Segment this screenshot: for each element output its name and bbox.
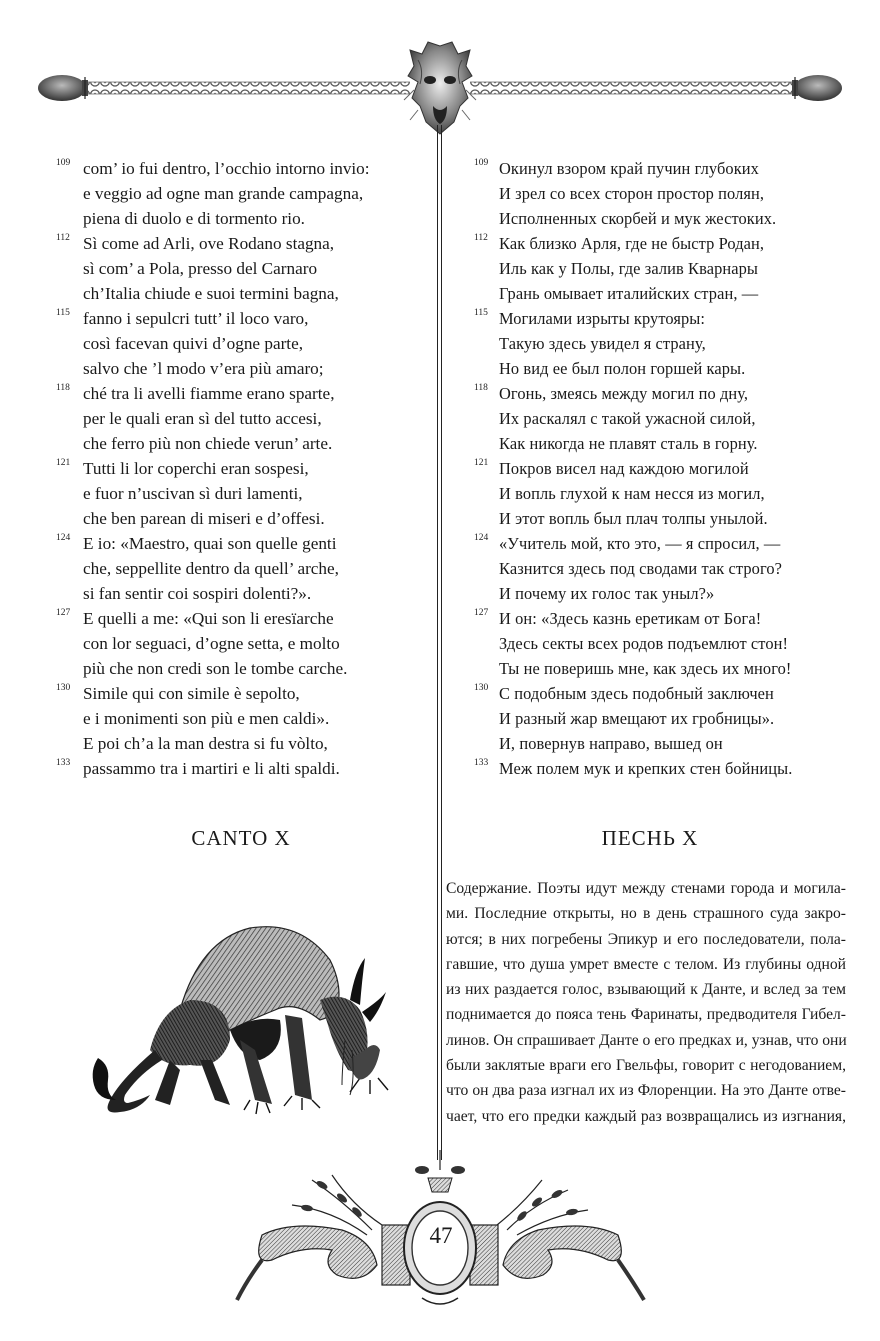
verse-text: «Учитель мой, кто это, — я спросил, — <box>499 534 781 553</box>
line-number: 115 <box>56 308 70 318</box>
verse-line <box>56 481 426 506</box>
line-number: 124 <box>474 533 489 543</box>
verse-line <box>474 681 854 706</box>
verse-line <box>56 581 426 606</box>
verse-text: Здесь секты всех родов подъемлют стон! <box>499 634 789 653</box>
verse-text: che, seppellite dentro da quell’ arche, <box>83 559 339 578</box>
verse-text: e veggio ad ogne man grande campagna, <box>83 184 364 203</box>
verse-line <box>474 581 854 606</box>
verse-line <box>474 256 854 281</box>
verse-line <box>56 506 426 531</box>
verse-text: che ferro più non chiede verun’ arte. <box>83 434 333 453</box>
verse-text: per le quali eran sì del tutto accesi, <box>83 409 322 428</box>
verse-text: Их раскалял с такой ужасной силой, <box>499 409 756 428</box>
summary-line: гавшие, что душа умрет вместе с телом. Из глубины одной <box>446 955 846 973</box>
line-number: 133 <box>474 758 489 768</box>
line-number: 109 <box>56 158 71 168</box>
verse-line <box>474 556 854 581</box>
horned-demon-beast-icon <box>80 900 410 1120</box>
satyr-mask-icon <box>404 42 476 134</box>
line-number: 127 <box>474 608 489 618</box>
verse-text: sì com’ a Pola, presso del Carnaro <box>83 259 318 278</box>
verse-line <box>56 281 426 306</box>
line-number: 130 <box>474 683 489 693</box>
verse-line <box>474 606 854 631</box>
line-number: 133 <box>56 758 71 768</box>
verse-line <box>474 456 854 481</box>
verse-line <box>56 331 426 356</box>
verse-text: И почему их голос так уныл?» <box>499 584 715 603</box>
verse-line <box>474 231 854 256</box>
line-number: 109 <box>474 158 489 168</box>
verse-line <box>56 756 426 781</box>
verse-line <box>474 631 854 656</box>
summary-line: что он два раза изгнал их из Флоренции. На это Данте отве- <box>446 1082 846 1100</box>
verse-line <box>474 306 854 331</box>
verse-line <box>56 681 426 706</box>
verse-line <box>56 631 426 656</box>
verse-text: Меж полем мук и крепких стен бойницы. <box>499 759 793 778</box>
verse-line <box>474 506 854 531</box>
verse-text: salvo che ’l modo v’era più amaro; <box>83 359 324 378</box>
finial-right-icon <box>792 75 842 101</box>
summary-line: Содержание. Поэты идут между стенами города и могила- <box>446 880 846 897</box>
verse-line <box>474 331 854 356</box>
verse-text: Ты не поверишь мне, как здесь их много! <box>499 659 792 678</box>
verse-line <box>474 206 854 231</box>
line-number: 112 <box>474 233 488 243</box>
russian-verses <box>474 156 854 781</box>
verse-text: Окинул взором край пучин глубоких <box>499 159 759 178</box>
verse-text: И вопль глухой к нам несся из могил, <box>499 484 765 503</box>
verse-text: ché tra li avelli fiamme erano sparte, <box>83 384 335 403</box>
verse-line <box>56 206 426 231</box>
line-number: 121 <box>56 458 71 468</box>
verse-line <box>56 431 426 456</box>
line-number: 118 <box>474 383 488 393</box>
bead-rod-left <box>88 82 410 94</box>
summary-line: чает, что его предки каждый раз возвращались из изгнания, <box>446 1107 846 1125</box>
italian-verses <box>56 156 426 781</box>
summary-line: линов. Он спрашивает Данте о его предках и, узнав, что они <box>446 1031 847 1049</box>
verse-line <box>474 756 854 781</box>
verse-text: Такую здесь увидел я страну, <box>499 334 706 353</box>
summary-line: поднимается до пояса тень Фаринаты, предводителя Гибел- <box>446 1006 846 1024</box>
summary-line: ми. Последние открыты, но в день страшного суда закро- <box>446 905 846 923</box>
verse-line <box>56 656 426 681</box>
verse-line <box>474 356 854 381</box>
verse-line <box>56 381 426 406</box>
column-divider <box>437 125 442 1160</box>
verse-text: И зрел со всех сторон простор полян, <box>499 184 765 203</box>
verse-text: con lor seguaci, d’ogne setta, e molto <box>83 634 340 653</box>
verse-line <box>56 156 426 181</box>
verse-text: passammo tra i martiri e li alti spaldi. <box>83 759 340 778</box>
verse-text: e fuor n’uscivan sì duri lamenti, <box>83 484 303 503</box>
verse-line <box>56 531 426 556</box>
verse-line <box>56 456 426 481</box>
verse-line <box>474 181 854 206</box>
verse-line <box>56 406 426 431</box>
verse-text: Simile qui con simile è sepolto, <box>83 684 300 703</box>
line-number: 127 <box>56 608 71 618</box>
line-number: 112 <box>56 233 70 243</box>
verse-text: E quelli a me: «Qui son li eresïarche <box>83 609 334 628</box>
verse-line <box>56 256 426 281</box>
line-number: 130 <box>56 683 71 693</box>
verse-line <box>474 656 854 681</box>
verse-text: che ben parean di miseri e d’offesi. <box>83 509 325 528</box>
verse-text: Sì come ad Arli, ove Rodano stagna, <box>83 234 335 253</box>
verse-text: com’ io fui dentro, l’occhio intorno invio: <box>83 159 370 178</box>
verse-text: piena di duolo e di tormento rio. <box>83 209 305 228</box>
verse-line <box>56 606 426 631</box>
verse-text: И этот вопль был плач толпы унылой. <box>499 509 768 528</box>
verse-text: ch’Italia chiude e suoi termini bagna, <box>83 284 339 303</box>
canto-summary <box>446 876 846 1129</box>
verse-text: E io: «Maestro, quai son quelle genti <box>83 534 337 553</box>
verse-text: Грань омывает италийских стран, — <box>499 284 759 303</box>
summary-line: ются; в них погребены Эпикур и его последователи, пола- <box>446 930 846 948</box>
canto-title-italian: CANTO X <box>191 826 291 850</box>
verse-text: Tutti li lor coperchi eran sospesi, <box>83 459 309 478</box>
verse-line <box>474 281 854 306</box>
verse-text: si fan sentir coi sospiri dolenti?». <box>83 584 312 603</box>
verse-text: И разный жар вмещают их гробницы». <box>499 709 775 728</box>
verse-line <box>56 181 426 206</box>
verse-text: С подобным здесь подобный заключен <box>499 684 774 703</box>
verse-text: И, повернув направо, вышед он <box>499 734 723 753</box>
verse-line <box>474 731 854 756</box>
canto-title-russian: ПЕСНЬ X <box>601 826 699 850</box>
verse-line <box>56 556 426 581</box>
verse-text: così facevan quivi d’ogne parte, <box>83 334 304 353</box>
line-number: 124 <box>56 533 71 543</box>
line-number: 118 <box>56 383 70 393</box>
verse-text: Огонь, змеясь между могил по дну, <box>499 384 749 403</box>
verse-line <box>56 731 426 756</box>
verse-text: Как близко Арля, где не быстр Родан, <box>499 234 765 253</box>
line-number: 115 <box>474 308 488 318</box>
verse-text: И он: «Здесь казнь еретикам от Бога! <box>499 609 762 628</box>
verse-text: Иль как у Полы, где залив Кварнары <box>499 259 759 278</box>
verse-text: Покров висел над каждою могилой <box>499 459 749 478</box>
verse-text: Казнится здесь под сводами так строго? <box>499 559 783 578</box>
verse-text: fanno i sepulcri tutt’ il loco varo, <box>83 309 309 328</box>
line-number: 121 <box>474 458 489 468</box>
verse-line <box>474 406 854 431</box>
verse-text: Как никогда не плавят сталь в горну. <box>499 434 758 453</box>
verse-text: Исполненных скорбей и мук жестоких. <box>499 209 777 228</box>
verse-text: più che non credi son le tombe carche. <box>83 659 348 678</box>
summary-line: были заклятые враги его Гвельфы, говорит с негодованием, <box>446 1057 846 1075</box>
verse-line <box>474 706 854 731</box>
verse-text: Но вид ее был полон горшей кары. <box>499 359 746 378</box>
bead-rod-right <box>470 82 792 94</box>
finial-left-icon <box>38 75 88 101</box>
verse-line <box>56 706 426 731</box>
summary-line: из них раздается голос, взывающий к Данте, и вслед за тем <box>446 981 846 999</box>
verse-text: E poi ch’a la man destra si fu vòlto, <box>83 734 328 753</box>
verse-line <box>56 356 426 381</box>
page-number: 47 <box>429 1223 453 1248</box>
verse-line <box>474 531 854 556</box>
verse-text: Могилами изрыты крутояры: <box>499 309 706 328</box>
verse-line <box>474 481 854 506</box>
verse-line <box>474 381 854 406</box>
verse-line <box>474 431 854 456</box>
verse-line <box>56 306 426 331</box>
verse-text: e i monimenti son più e men caldi». <box>83 709 330 728</box>
verse-line <box>56 231 426 256</box>
verse-line <box>474 156 854 181</box>
